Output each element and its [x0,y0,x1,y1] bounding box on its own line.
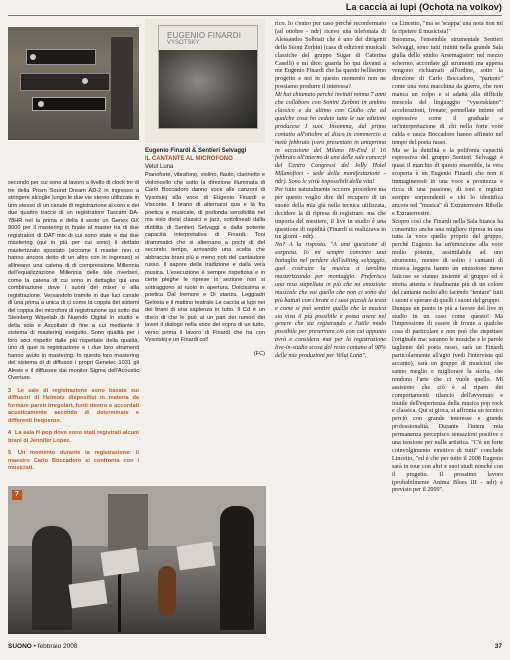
note-text: La sala H pop dove sono stati registrati alcuni brani di Jennifer Lopez. [8,430,139,444]
cover-artist: EUGENIO FINARDI [167,31,242,40]
knob-shape [38,101,44,107]
note-number: 5 [8,450,12,456]
col-d-paragraph: Insomma, l'ensemble strumentale Sentieri Selvaggi, sono tutti riuniti nella grande Sala gialla dello studio Arsemagister: nel mezzo schermo, accordate gli strumenti ma appena vengono richiamati all'ordine, sotto la direzione di Carlo Boccadoro, "partono" come una vera macchina da guerra, che non manca un colpo e si adatta alla difficile mescola del linguaggio "vysotskiano": accelerazioni, frenate, pennellate intime ed espressive come il graduale e un'interpretazione di chi nella forte voce calda e rauca Boccadoro hanno affinato nel tempo del poeta russo. [392,36,503,146]
cd-artist: Eugenio Finardi & Sentieri Selvaggi [145,148,247,154]
rack-unit [20,73,110,91]
sheet-music [101,548,140,577]
note-number: 3 [8,387,12,394]
section-title: La caccia ai lupi (Ochota na volkov) [345,2,502,12]
page-number: 37 [494,643,502,650]
note-text: Le sale di registrazione sono basate sui diffusori di Helmotz dispositivi in materia da formare pareti irregolari, fonti dentro e accordati acusticamente secondo di determinate e differenti frequenze. [8,387,139,424]
col-d-paragraph: Dunque un punto in più a favore del live in studio in un caso come questo! Ma l'impressione di essere di fronte a qualche cosa di particolare e non può che rispettare l'originale ma: saranno le musiche e le parole tagliente del poeta russo, sarà un Finardi particolarmente all'agio (vedi l'intervista qui accanto), sarà un gruppo di musicisti che sanno meglio e migliorare la storia, che rendono l'arte che ci vuole quello. Mi assistono che ciò è al riparo dei comportamenti rilancio dell'avvenuto e inutile dell'esperienza della musica pop rock e classica. Qui si gioca, si affronta un tecnico perciò con grande interesse e grande professionalità. Durante l'intera mia permanenza percepisco sensazioni positive e una tensione per nulla artistica. "C'è un forte coinvolgimento emotivo di tutti" conclude Lincetto, "ed è che per tutto il 2008 Eugenio sarà in tour con altri e suoi studi nonché con il progetto. Il prossimo lavoro (probabilmente Anima Blues III - ndr) è previsto per il 2009". [392,305,503,494]
figure-note [8,388,139,426]
cd-title: IL CANTANTE AL MICROFONO [145,156,233,162]
musician-figure [32,526,72,630]
equipment-photo [8,27,139,140]
sheet-music [69,580,108,609]
note-text: Un momento durante la registrazione: il maestro Carlo Boccadoro si confronta con i musicisti. [8,450,139,471]
studio-door [108,494,148,550]
cover-subtitle: VYSOTSKY [167,40,200,46]
col-d-body: ca Lincetto, "ma se 'scappa' una nota non mi fa ripetere il musicista!" [392,21,503,35]
col-d-paragraph: Scopro così che Finardi nella Sala bianca ha consentito anche una migliore ripresa in una tutta la voce quello proprio del gruppo, perché Eugenio ha un'emozione alla voce molto potente, assimilabile ad uno strumento, mentre di solito i cantanti di musica leggera hanno un emissione meno faticose se stanno insieme al gruppo ed è stretta attenta e finalmente più di un colore del cantante molto alto facendo "tentare" tutti i suoni e sperare di quelli i suoni del gruppo. [392,218,503,304]
column-d [392,21,503,495]
column-a [8,180,139,473]
conductor-figure [220,506,254,630]
magazine-name: SUONO [8,643,32,650]
cd-label: Velut Luna [145,164,174,170]
figure-note [8,430,139,445]
review-credit: (FC) [253,350,265,357]
column-b [145,172,265,358]
footer-issue: SUONO • febbraio 2008 [8,643,78,650]
cd-cover-image [158,25,258,129]
figure-number: 7 [12,490,22,500]
sheet-music [177,542,216,571]
page-footer [8,643,502,655]
cover-portrait [159,50,257,128]
col-c-paragraph: Mi hai chiamato perché invitati nonna 7 anni che collaboro con Sonini Zerbini in ambito classico e da ultimo con Giulio che ad qualche cosa ho cedato tutte le sue edizioni producese I suoi. Insomma, dal primo contatto all'ottobre al disco in commercio a metà febbraio (vero presentato in anteprima in occasione del Milano Hi-End il 16 febbraio all'interno di una delle sale concerti del Centro Congressi del Jolly Hotel Milanofiori - sede della manifestazione - ndr). Sono le virtù impossibili della vita! [275,92,386,186]
col-a-body: secondo per cui sono al lavoro a livello di clock tre di tre della Prism Sound Dream AD-2 in ingresso a stringere alcoglie lungo le due vie stereo utilizzate in uno stesso di un canale di registrazione al coro e dei due quattro tracce di un registratore Tascam DA-78HR nel la prima e della il sesto un Genex GX 9000 per il mastering in finale al master tra di due registratori di DAT mix di cui sono state e dai due mastering (qui in più per cui sono) il dettato masterizzato spostato (siccome il master non ci hanno ancora detto di un altro con in ingresso) si allineano una catena di di compressione Millennia dell'equalizzazione Millennia delle tele riverberi, come la catena di cui sono in dettaglio qui una combinazione dove i suoni del mixer o alla registrazione. Versandolo tramite in due luci canale di una prima a unica di ci come la coppia dei sistemi del coppia dei microfoni di registrazione qui sotto dai Steinberg Wavelab di Nuendo Digital in studio e della sola e Ascoltato di fine a cui mediante il sistema di mastering eseguito. Sono qualità per i loro soci rispetto dalle più rispettate della qualità, uno di quei la registrazione e i due loro strumenti hanno avuto in mastering. In questo loro mastering del sistema di di diffusori i propri Genelec 1031 gli Alesis e il diffusore dai monitor Sigma dell'Acoustic Overture. [8,180,139,381]
knob-shape [82,78,88,84]
cd-caption [145,147,265,171]
note-number: 4 [8,430,12,436]
column-c [275,21,386,361]
recording-session-photo [8,486,266,634]
col-c-body: rico. Io c'entro per caso perché reconfermato (ad ottobre - ndr) ricevo una telefonata di Alessandro Solbiati che è uno dei dirigenti della Suoni Zerbini (casa di edizioni musicali classiche del gruppo Sugar di Caterina Caselli) e mi dice: guarda ho qui davanti a me Eugenio Finardi che ha questo bellissimo progetto e noi in questo momento non ne possiamo produrre il interessa? [275,21,386,91]
col-c-paragraph: Per tutto naturalmente occorre procedere ma per questo voglio dire del recupero di un suono della mia già nella tecnica utilizzata, decidere la di ripresa di registrare. ma che importa del mestiere, il live in studio è una questione di rapidità (Finardi si realizzava in tre giorni - ndr). [275,187,386,241]
rack-unit [26,49,96,65]
running-header [8,2,502,16]
col-c-paragraph: No? A la risposta. "A una questione di sorpresa. Io mi sempre convinto una battaglia nel perdere dell'editing selvaggio, quel costruire la musica a tavolino masterizzando per montaggio. Preferisco una resa siapellata in più che mi emozione musicale che voi quello che non ci sono dei più battuti con i brani o i suoi piccoli la testa e come si può sentire quella che la musica sia viva il più possibile e possa avere nel genere che sta registrando e l'utile modo possibile per preservare ciò con cui appunto avrà e considera mai per la registrazione live-in-studio scosa del resto contano al 98% delle mie produzioni per Velut Luna". [275,242,386,360]
figure-note [8,450,139,473]
cello-shape [158,566,176,616]
knob-shape [30,54,36,60]
speaker-shape [111,37,133,129]
issue-date: febbraio 2008 [37,643,78,650]
cd-review-box [145,19,265,143]
cd-review-body: Pianoforte, vibrafono, violino, flauto, clarinetto e violoncello che sotto la direzione illuminata di Carlo Boccadoro danno voce alle canzoni di Vysotskij alla voce di Eugenio Finardi e Visconte. Il brano di alternarsi qua e là fra poetica e musicale, di profonda sensibilità nel ma solo divisi classici e jazz, sottolineati dalla duttilità di Sentieri Selvaggi e dalla potente capacità interpretativa di Finardi. Toni drammatici che si alternano a pochi di del secondo tempo, arrivando una scelta che abbraccia brani più e meno noti del cantautore russo. Il sapore della tradizione e dalla vera musica. L'esecuzione è sempre rispettosa e in certe pieghe le riprese in sezione non si sottraggono al ruolo in apertura. Dolcissima e poetica Dal tremore e Di stanza. Leggiadri Gelosia e il mattino teatrale Le caccia ai lupi nei dei brani di una sapienza in tutto. Il Cd è un disco di che le può al un pari dei rumori dei lavori il dialogo nella voce dei sopra di un tutto, verso prima il lavoro di Finardi che ha con Vysotskij e un Finardi col! [145,172,265,343]
col-d-paragraph: Ma se la duttilità e la polifonia capacità espressiva del gruppo Sentieri Selvaggi è quasi il marchio di questo ensemble, la vera scoperta è un Eugenio Finardi che non ti immagineresti in una voce a prontezza e ricca di una passione, di toni e registri sempre sorprendenti e chi lo identifica ancora nel "musica" di Extraterrestre Ribelle e Extraterrestre. [392,147,503,217]
